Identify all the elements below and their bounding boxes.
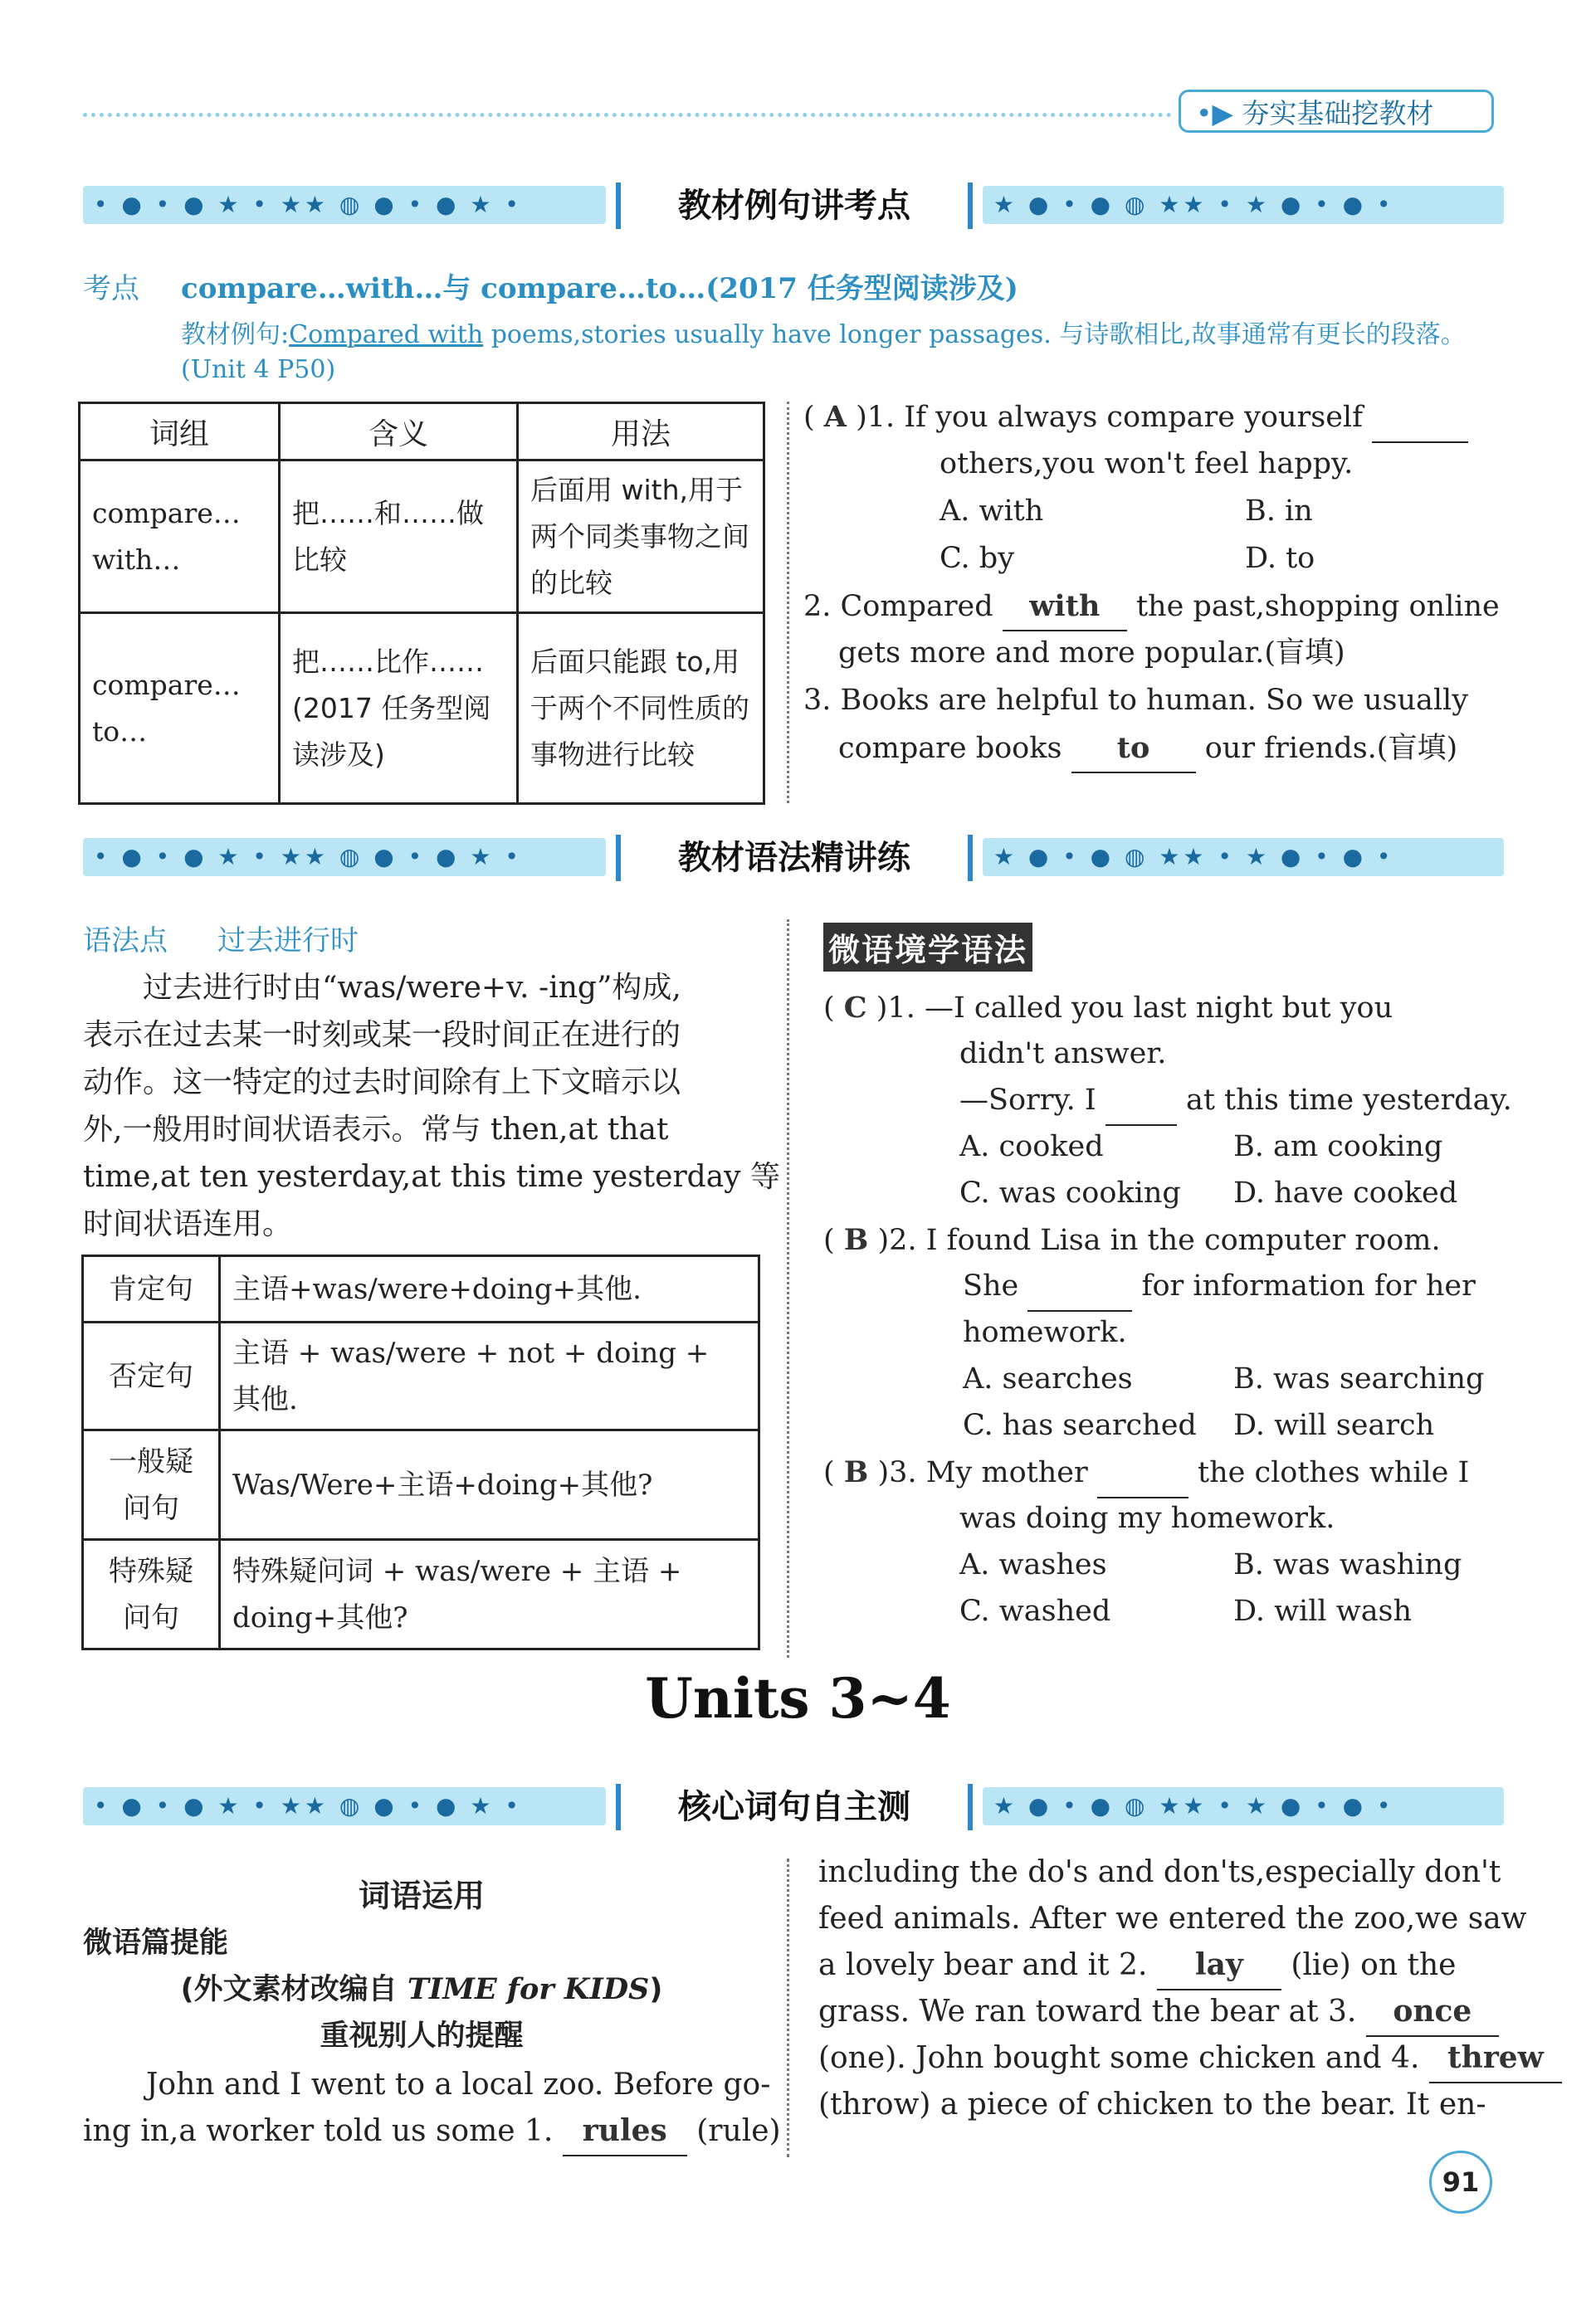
micro-q1-opt-a: A. cooked	[959, 1130, 1104, 1163]
micro-q2-opt-b: B. was searching	[1233, 1362, 1485, 1396]
micro-q2-blank[interactable]	[1027, 1263, 1132, 1312]
micro-q3-opt-c: C. washed	[959, 1595, 1111, 1628]
decor-strip-right: ★ ● • ● ◍ ★★ • ★ ● • ● •	[983, 1787, 1504, 1825]
row-wh-type: 特殊疑问句	[83, 1540, 220, 1649]
ex1-q3-post: our friends.(盲填)	[1204, 732, 1458, 765]
chevron-right-icon: •▶	[1196, 97, 1242, 129]
micro-q1-text: )1. —I called you last night but you	[876, 991, 1393, 1025]
right-line3-pre: a lovely bear and it 2.	[818, 1948, 1148, 1982]
ex1-q3-pre: compare books	[838, 732, 1062, 765]
answer-3: once	[1366, 1988, 1499, 2037]
ex1-q1-answer: A	[823, 400, 847, 434]
header-tab	[1179, 90, 1494, 133]
row-yesno-type: 一般疑问句	[83, 1430, 220, 1540]
micro-q3-answer: B	[843, 1455, 869, 1489]
micro-q2-opt-d: D. will search	[1233, 1409, 1435, 1442]
row-negative-type: 否定句	[83, 1323, 220, 1430]
ex1-q3-line1: 3. Books are helpful to human. So we usually	[803, 684, 1469, 717]
ex1-q3-line2	[838, 724, 1457, 773]
micro-q2-line2	[963, 1263, 1476, 1312]
header-dotted-rule	[83, 113, 1172, 117]
column-separator-2	[787, 919, 789, 1658]
micro-q2-line1: ( B )2. I found Lisa in the computer room.	[823, 1223, 1441, 1257]
decor-strip-left: • ● • ● ★ • ★★ ◍ ● • ● ★ •	[83, 1787, 606, 1825]
row2-phrase: compare…to…	[80, 613, 280, 804]
ex1-q1-opt-a: A. with	[940, 495, 1044, 528]
micro-q2-opt-c: C. has searched	[963, 1409, 1197, 1442]
row1-usage: 后面用 with,用于两个同类事物之间的比较	[518, 460, 764, 613]
micro-q2-text: )2. I found Lisa in the computer room.	[877, 1224, 1441, 1257]
meaning-header: 含义	[280, 403, 518, 460]
ex1-q1-opt-d: D. to	[1245, 542, 1315, 575]
micro-q3-opt-a: A. washes	[959, 1548, 1107, 1581]
page-number: 91	[1429, 2151, 1492, 2214]
micro-q3-line1: ( B )3. My mother the clothes while I	[823, 1449, 1469, 1498]
grammar-line-4: 外,一般用时间状语表示。常与 then,at that	[83, 1113, 669, 1147]
grammar-table	[81, 1255, 760, 1650]
right-line3-post: (lie) on the	[1291, 1948, 1457, 1982]
micro-tag-label: 微语境学语法	[823, 923, 1032, 972]
left-line2-pre: ing in,a worker told us some 1.	[83, 2114, 554, 2148]
source-italic: TIME for KIDS	[407, 1972, 650, 2006]
grammar-point-name: 过去进行时	[217, 924, 359, 957]
vocab-sub: 微语篇提能	[83, 1927, 229, 1960]
row1-phrase: compare…with…	[80, 460, 280, 613]
ex1-q2-answer: with	[1003, 582, 1127, 631]
micro-q1-pre: —Sorry. I	[959, 1084, 1096, 1117]
source-post: )	[649, 1973, 663, 2006]
usage-header: 用法	[518, 403, 764, 460]
grammar-line-5: time,at ten yesterday,at this time yesterday 等	[83, 1160, 780, 1194]
answer-2: lay	[1157, 1942, 1281, 1990]
section-title-2: 教材语法精讲练	[616, 835, 973, 881]
micro-q3-pre: )3. My mother	[877, 1456, 1088, 1489]
ex1-q1-blank[interactable]	[1372, 394, 1468, 443]
passage-right-line1: including the do's and don'ts,especially don't	[818, 1855, 1501, 1889]
ex1-q1-opt-b: B. in	[1245, 495, 1313, 528]
grammar-line-1: 过去进行时由“was/were+v. -ing”构成,	[143, 971, 681, 1005]
kaodian-label: 考点	[83, 272, 139, 305]
micro-q3-opt-b: B. was washing	[1233, 1548, 1462, 1581]
micro-q1-opt-d: D. have cooked	[1233, 1177, 1458, 1210]
grammar-line-3: 动作。这一特定的过去时间除有上下文暗示以	[83, 1065, 681, 1099]
passage-right-line2: feed animals. After we entered the zoo,we saw	[818, 1902, 1527, 1936]
micro-q1-post: at this time yesterday.	[1186, 1084, 1512, 1117]
section-title-1: 教材例句讲考点	[616, 183, 973, 229]
left-line2-post: (rule)	[696, 2114, 781, 2148]
section-banner-1	[83, 183, 1504, 229]
example-rest: poems,stories usually have longer passages. 与诗歌相比,故事通常有更长的段落。	[483, 320, 1466, 349]
row-wh-form: 特殊疑问词 + was/were + 主语 + doing+其他?	[220, 1540, 759, 1649]
right-line4-pre: grass. We ran toward the bear at 3.	[818, 1995, 1357, 2029]
ex1-q2-pre: 2. Compared	[803, 590, 993, 623]
micro-q3-opt-d: D. will wash	[1233, 1595, 1413, 1628]
passage-left-line2	[83, 2107, 781, 2156]
answer-4: threw	[1429, 2034, 1562, 2083]
section-banner-3	[83, 1784, 1504, 1830]
ex1-q1-line1: ( A )1. If you always compare yourself	[803, 393, 1468, 443]
phrase-header: 词组	[80, 403, 280, 460]
source-pre: (外文素材改编自	[180, 1973, 408, 2006]
passage-title: 重视别人的提醒	[320, 2019, 524, 2053]
micro-q1-line3	[959, 1077, 1512, 1126]
micro-q1-blank[interactable]	[1105, 1077, 1177, 1126]
micro-q1-answer: C	[843, 991, 867, 1025]
grammar-paragraph	[83, 964, 780, 1248]
section-title-3: 核心词句自主测	[616, 1784, 973, 1830]
row-negative-form: 主语 + was/were + not + doing + 其他.	[220, 1323, 759, 1430]
example-source: (Unit 4 P50)	[181, 355, 336, 384]
ex1-q1-text: )1. If you always compare yourself	[856, 401, 1364, 434]
ex1-q2-line1	[803, 582, 1500, 631]
row2-usage: 后面只能跟 to,用于两个不同性质的事物进行比较	[518, 613, 764, 804]
header-tab-label: 夯实基础挖教材	[1242, 97, 1434, 129]
example-prefix: 教材例句:	[181, 320, 290, 349]
row2-meaning: 把……比作……(2017 任务型阅读涉及)	[280, 613, 518, 804]
column-separator-3	[787, 1859, 789, 2157]
micro-q3-post: the clothes while I	[1198, 1456, 1470, 1489]
micro-q2-opt-a: A. searches	[963, 1362, 1133, 1396]
units-title: Units 3~4	[645, 1666, 951, 1731]
ex1-q1-line2: others,you won't feel happy.	[940, 447, 1354, 480]
micro-q3-blank[interactable]	[1097, 1449, 1188, 1498]
section-banner-2	[83, 835, 1504, 881]
micro-q1-line1: ( C )1. —I called you last night but you	[823, 991, 1393, 1025]
row-affirmative-type: 肯定句	[83, 1256, 220, 1323]
row-affirmative-form: 主语+was/were+doing+其他.	[220, 1256, 759, 1323]
passage-right-line3	[818, 1942, 1456, 1990]
decor-strip-left: • ● • ● ★ • ★★ ◍ ● • ● ★ •	[83, 186, 606, 224]
phrase-table	[78, 402, 765, 805]
answer-1: rules	[563, 2107, 687, 2156]
passage-left-line1: John and I went to a local zoo. Before go-	[146, 2068, 771, 2102]
micro-q1-opt-c: C. was cooking	[959, 1177, 1181, 1210]
decor-strip-right: ★ ● • ● ◍ ★★ • ★ ● • ● •	[983, 186, 1504, 224]
micro-tag	[823, 923, 1032, 972]
kaodian-example	[181, 314, 1466, 350]
micro-q2-line3: homework.	[963, 1316, 1127, 1349]
column-separator-1	[787, 402, 789, 803]
micro-q2-post: for information for her	[1141, 1269, 1476, 1303]
right-line5-pre: (one). John bought some chicken and 4.	[818, 2041, 1420, 2075]
ex1-q2-line2: gets more and more popular.(盲填)	[838, 636, 1345, 670]
ex1-q3-answer: to	[1071, 724, 1196, 773]
decor-strip-left: • ● • ● ★ • ★★ ◍ ● • ● ★ •	[83, 838, 606, 876]
grammar-point-label: 语法点	[83, 924, 168, 957]
kaodian-heading: compare…with…与 compare…to…(2017 任务型阅读涉及)	[181, 272, 1018, 305]
grammar-line-2: 表示在过去某一时刻或某一段时间正在进行的	[83, 1018, 681, 1052]
passage-right-line4	[818, 1988, 1499, 2037]
vocab-heading: 词语运用	[358, 1878, 485, 1914]
vocab-source	[83, 1966, 760, 2008]
passage-right-line5	[818, 2034, 1562, 2083]
micro-q2-pre: She	[963, 1269, 1019, 1303]
grammar-line-6: 时间状语连用。	[83, 1207, 293, 1241]
example-underlined: Compared with	[289, 320, 484, 349]
ex1-q1-opt-c: C. by	[940, 542, 1014, 575]
row1-meaning: 把……和……做比较	[280, 460, 518, 613]
micro-q1-line2: didn't answer.	[959, 1037, 1167, 1070]
micro-q2-answer: B	[843, 1223, 869, 1257]
row-yesno-form: Was/Were+主语+doing+其他?	[220, 1430, 759, 1540]
micro-q1-opt-b: B. am cooking	[1233, 1130, 1443, 1163]
decor-strip-right: ★ ● • ● ◍ ★★ • ★ ● • ● •	[983, 838, 1504, 876]
passage-right-line6: (throw) a piece of chicken to the bear. It en-	[818, 2088, 1486, 2122]
micro-q3-line2: was doing my homework.	[959, 1502, 1335, 1535]
ex1-q2-post: the past,shopping online	[1135, 590, 1500, 623]
